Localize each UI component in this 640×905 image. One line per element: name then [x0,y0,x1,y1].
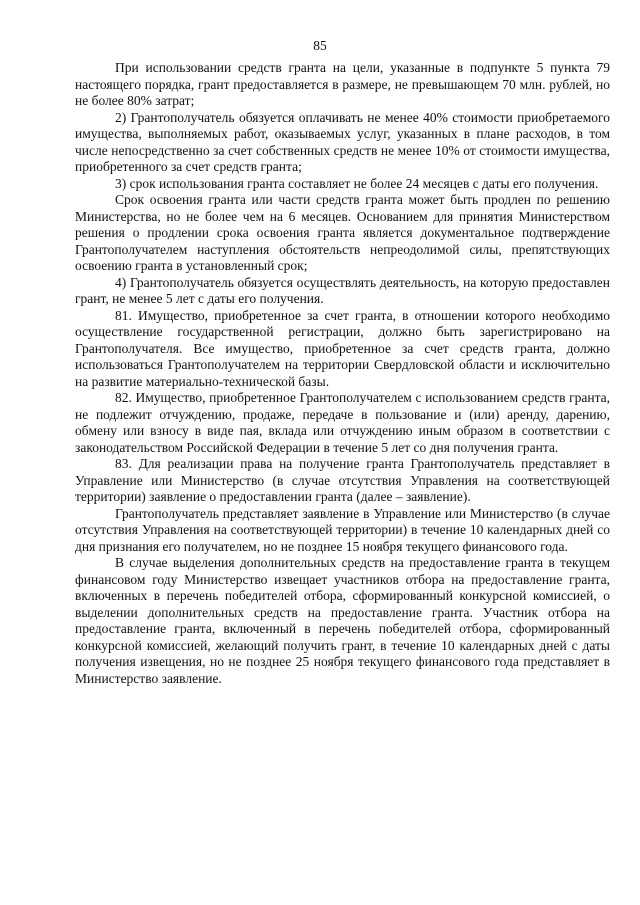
paragraph-item-4: 4) Грантополучатель обязуется осуществлять деятельность, на которую предоставлен грант, не менее 5 лет с даты его получения. [75,274,610,306]
paragraph-item-2: 2) Грантополучатель обязуется оплачивать не менее 40% стоимости приобретаемого имущества, выполняемых работ, оказываемых услуг, указанных в плане расходов, в том числе непосредственно за счет собственных средств не менее 10% от стоимости имущества, приобретенного за счет средств гранта; [75,109,610,174]
paragraph-83: 83. Для реализации права на получение гранта Грантополучатель представляет в Управление или Министерство (в случае отсутствия Управления на соответствующей территории) заявление о предоставлении гранта (далее – заявление). [75,456,610,504]
paragraph-application-deadline: Грантополучатель представляет заявление в Управление или Министерство (в случае отсутствия Управления на соответствующей территории) в течение 10 календарных дней со дня признания его получателем, но не позднее 15 ноября текущего финансового года. [75,505,610,554]
paragraph-81: 81. Имущество, приобретенное за счет гранта, в отношении которого необходимо осуществление государственной регистрации, должно быть зарегистрировано на Грантополучателя. Все имущество, приобретенное за счет средств гранта, должно использоваться Грантополучателем на территории Свердловской области и исключительно на развитие материально-технической базы. [75,307,610,389]
paragraph-intro: При использовании средств гранта на цели, указанные в подпункте 5 пункта 79 настоящего порядка, грант предоставляется в размере, не превышающем 70 млн. рублей, но не более 80% затрат; [75,60,610,108]
document-body [75,60,610,687]
paragraph-extension: Срок освоения гранта или части средств гранта может быть продлен по решению Министерства, но не более чем на 6 месяцев. Основанием для принятия Министерством решения о продлении срока освоения гранта является документальное подтверждение Грантополучателем наступления обстоятельств непреодолимой силы, препятствующих освоению гранта в установленный срок; [75,192,610,273]
paragraph-additional-funds: В случае выделения дополнительных средств на предоставление гранта в текущем финансовом году Министерство извещает участников отбора на предоставление гранта, включенных в перечень победителей отбора, сформированный конкурсной комиссией, о выделении дополнительных средств на предоставление гранта. Участник отбора на предоставление гранта, включенный в перечень победителей отбора, сформированный конкурсной комиссией, желающий получить грант, в течение 10 календарных дней с даты получения извещения, но не позднее 25 ноября текущего финансового года представляет в Министерство заявление. [75,555,610,686]
paragraph-item-3: 3) срок использования гранта составляет не более 24 месяцев с даты его получения. [115,175,599,191]
paragraph-82: 82. Имущество, приобретенное Грантополучателем с использованием средств гранта, не подлежит отчуждению, продаже, передаче в пользование и (или) аренду, дарению, обмену или взносу в виде пая, вклада или отчуждению иным образом в соответствии с законодательством Российской Федерации в течение 5 лет со дня получения гранта. [75,390,610,455]
page-number: 85 [313,38,327,53]
